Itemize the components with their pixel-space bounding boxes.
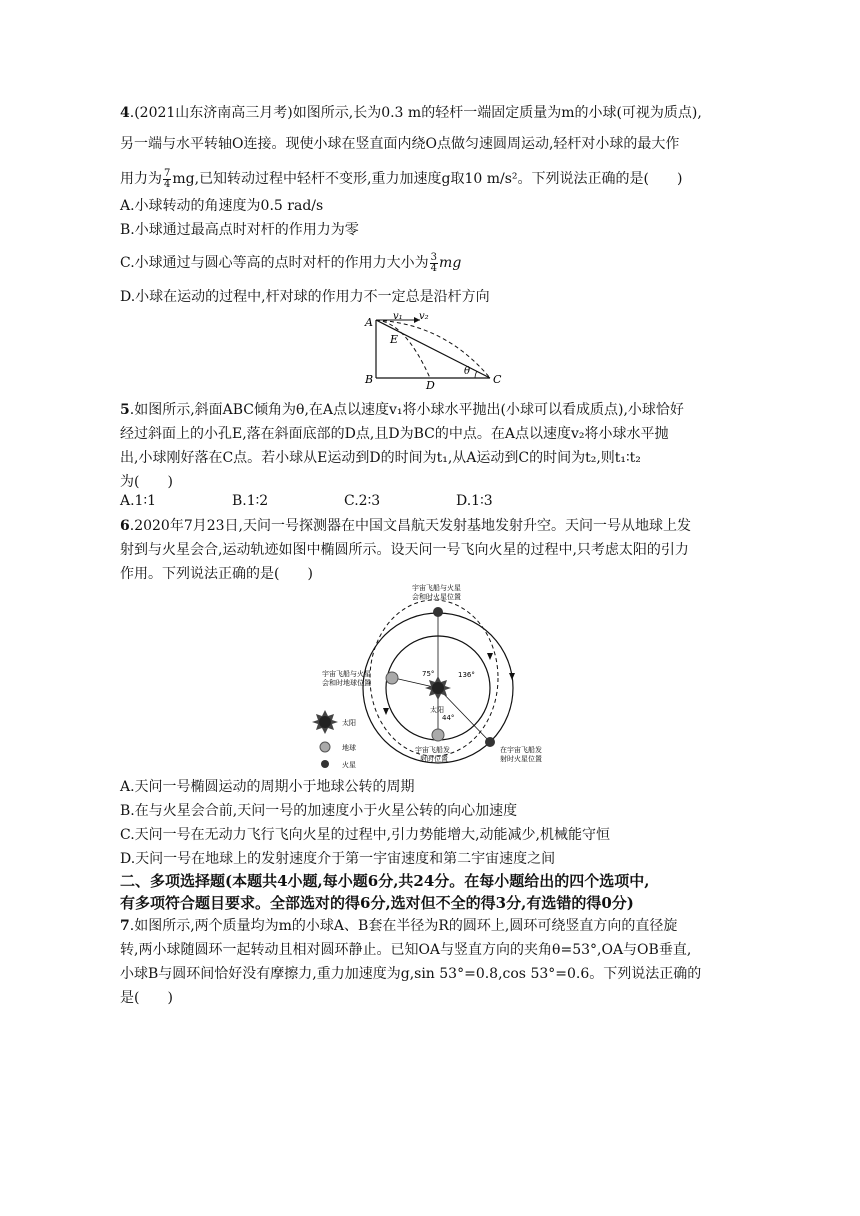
label-v2: v₂ [419,311,429,322]
q5-line-3: 出,小球刚好落在C点。若小球从E运动到D的时间为t₁,从A运动到C的时间为t₂,则t₁∶t₂ [120,450,641,466]
question-7 [120,914,742,1010]
earth-icon [386,672,398,684]
fraction: $\frac{7}{4}$ [164,167,171,190]
figure-orbit-diagram [310,580,560,770]
q4-option-b[interactable]: B.小球通过最高点时对杆的作用力为零 [120,222,359,238]
label-B: B [365,373,374,386]
label-C: C [493,373,502,386]
label-A: A [365,316,373,329]
label-theta: θ [464,366,471,377]
svg-text:太阳: 太阳 [430,706,444,714]
svg-text:射时位置: 射时位置 [420,755,448,763]
svg-text:宇宙飞船与火星: 宇宙飞船与火星 [412,584,461,592]
q6-line-1: 6.2020年7月23日,天问一号探测器在中国文昌航天发射基地发射升空。天问一号从地球上发 [120,518,691,534]
q5-option-a[interactable]: A.1∶1 [120,493,157,509]
svg-text:火星: 火星 [342,761,356,769]
sun-icon [425,676,451,700]
q4-option-d[interactable]: D.小球在运动的过程中,杆对球的作用力不一定总是沿杆方向 [120,289,490,305]
svg-text:宇宙飞船与火星: 宇宙飞船与火星 [322,670,371,678]
q7-line-3: 小球B与圆环间恰好没有摩擦力,重力加速度为g,sin 53°=0.8,cos 53°=0.6。下列说法正确的 [120,966,702,982]
q6-option-d[interactable]: D.天问一号在地球上的发射速度介于第一宇宙速度和第二宇宙速度之间 [120,851,556,867]
q5-option-d[interactable]: D.1∶3 [456,493,493,509]
svg-text:地球: 地球 [342,744,356,752]
svg-text:75°: 75° [422,670,435,678]
label-D: D [426,379,435,390]
section-heading: 二、多项选择题(本题共4小题,每小题6分,共24分。在每小题给出的四个选项中, 有多项符合题目要求。全部选对的得6分,选对但不全的得3分,有选错的得0分) [120,872,650,912]
svg-text:宇宙飞船发: 宇宙飞船发 [415,746,450,754]
fraction: $\frac{3}{4}$ [430,251,438,274]
question-5 [120,398,742,494]
q7-line-1: 7.如图所示,两个质量均为m的小球A、B套在半径为R的圆环上,圆环可绕竖直方向的直径旋 [120,918,678,934]
svg-text:会和时地球位置: 会和时地球位置 [322,679,371,687]
svg-text:在宇宙飞船发: 在宇宙飞船发 [500,746,542,754]
q6-option-b[interactable]: B.在与火星会合前,天问一号的加速度小于火星公转的向心加速度 [120,803,518,819]
figure-projectile-incline [360,310,510,390]
q6-line-3: 作用。下列说法正确的是( ) [120,566,313,582]
q5-line-1: 5.如图所示,斜面ABC倾角为θ,在A点以速度v₁将小球水平抛出(小球可以看成质点),小球恰好 [120,402,684,418]
q5-option-b[interactable]: B.1∶2 [232,493,269,509]
q4-line-1: 4.(2021山东济南高三月考)如图所示,长为0.3 m的轻杆一端固定质量为m的小球(可视为质点), [120,105,702,121]
label-E: E [390,333,399,346]
question-6 [120,514,742,586]
svg-text:太阳: 太阳 [342,719,356,727]
earth-icon [432,729,444,741]
q4-option-c[interactable]: C.小球通过与圆心等高的点时对杆的作用力大小为 $\frac{3}{4}$ mg [120,251,462,274]
q4-option-a[interactable]: A.小球转动的角速度为0.5 rad/s [120,198,324,214]
q4-line-3: 用力为 $\frac{7}{4}$ mg,已知转动过程中轻杆不变形,重力加速度g取10 m/s²。下列说法正确的是( ) [120,167,683,190]
question-4 [120,101,742,191]
svg-text:射时火星位置: 射时火星位置 [500,755,542,763]
q5-options [120,490,680,512]
q5-line-4: 为( ) [120,474,173,490]
svg-text:44°: 44° [442,714,455,722]
q7-line-4: 是( ) [120,990,173,1006]
mars-icon [433,607,443,617]
q7-line-2: 转,两小球随圆环一起转动且相对圆环静止。已知OA与竖直方向的夹角θ=53°,OA与OB垂直, [120,942,692,958]
svg-text:136°: 136° [458,671,475,679]
legend [312,710,356,769]
q4-line-2: 另一端与水平转轴O连接。现使小球在竖直面内绕O点做匀速圆周运动,轻杆对小球的最大作 [120,136,680,152]
svg-text:会和时火星位置: 会和时火星位置 [412,593,461,601]
q5-line-2: 经过斜面上的小孔E,落在斜面底部的D点,且D为BC的中点。在A点以速度v₂将小球水平抛 [120,426,669,442]
q5-option-c[interactable]: C.2∶3 [344,493,381,509]
label-v1: v₁ [393,311,403,322]
q6-option-c[interactable]: C.天问一号在无动力飞行飞向火星的过程中,引力势能增大,动能减少,机械能守恒 [120,827,611,843]
q6-line-2: 射到与火星会合,运动轨迹如图中椭圆所示。设天问一号飞向火星的过程中,只考虑太阳的引力 [120,542,689,558]
q6-option-a[interactable]: A.天问一号椭圆运动的周期小于地球公转的周期 [120,779,415,795]
mars-icon [485,737,495,747]
